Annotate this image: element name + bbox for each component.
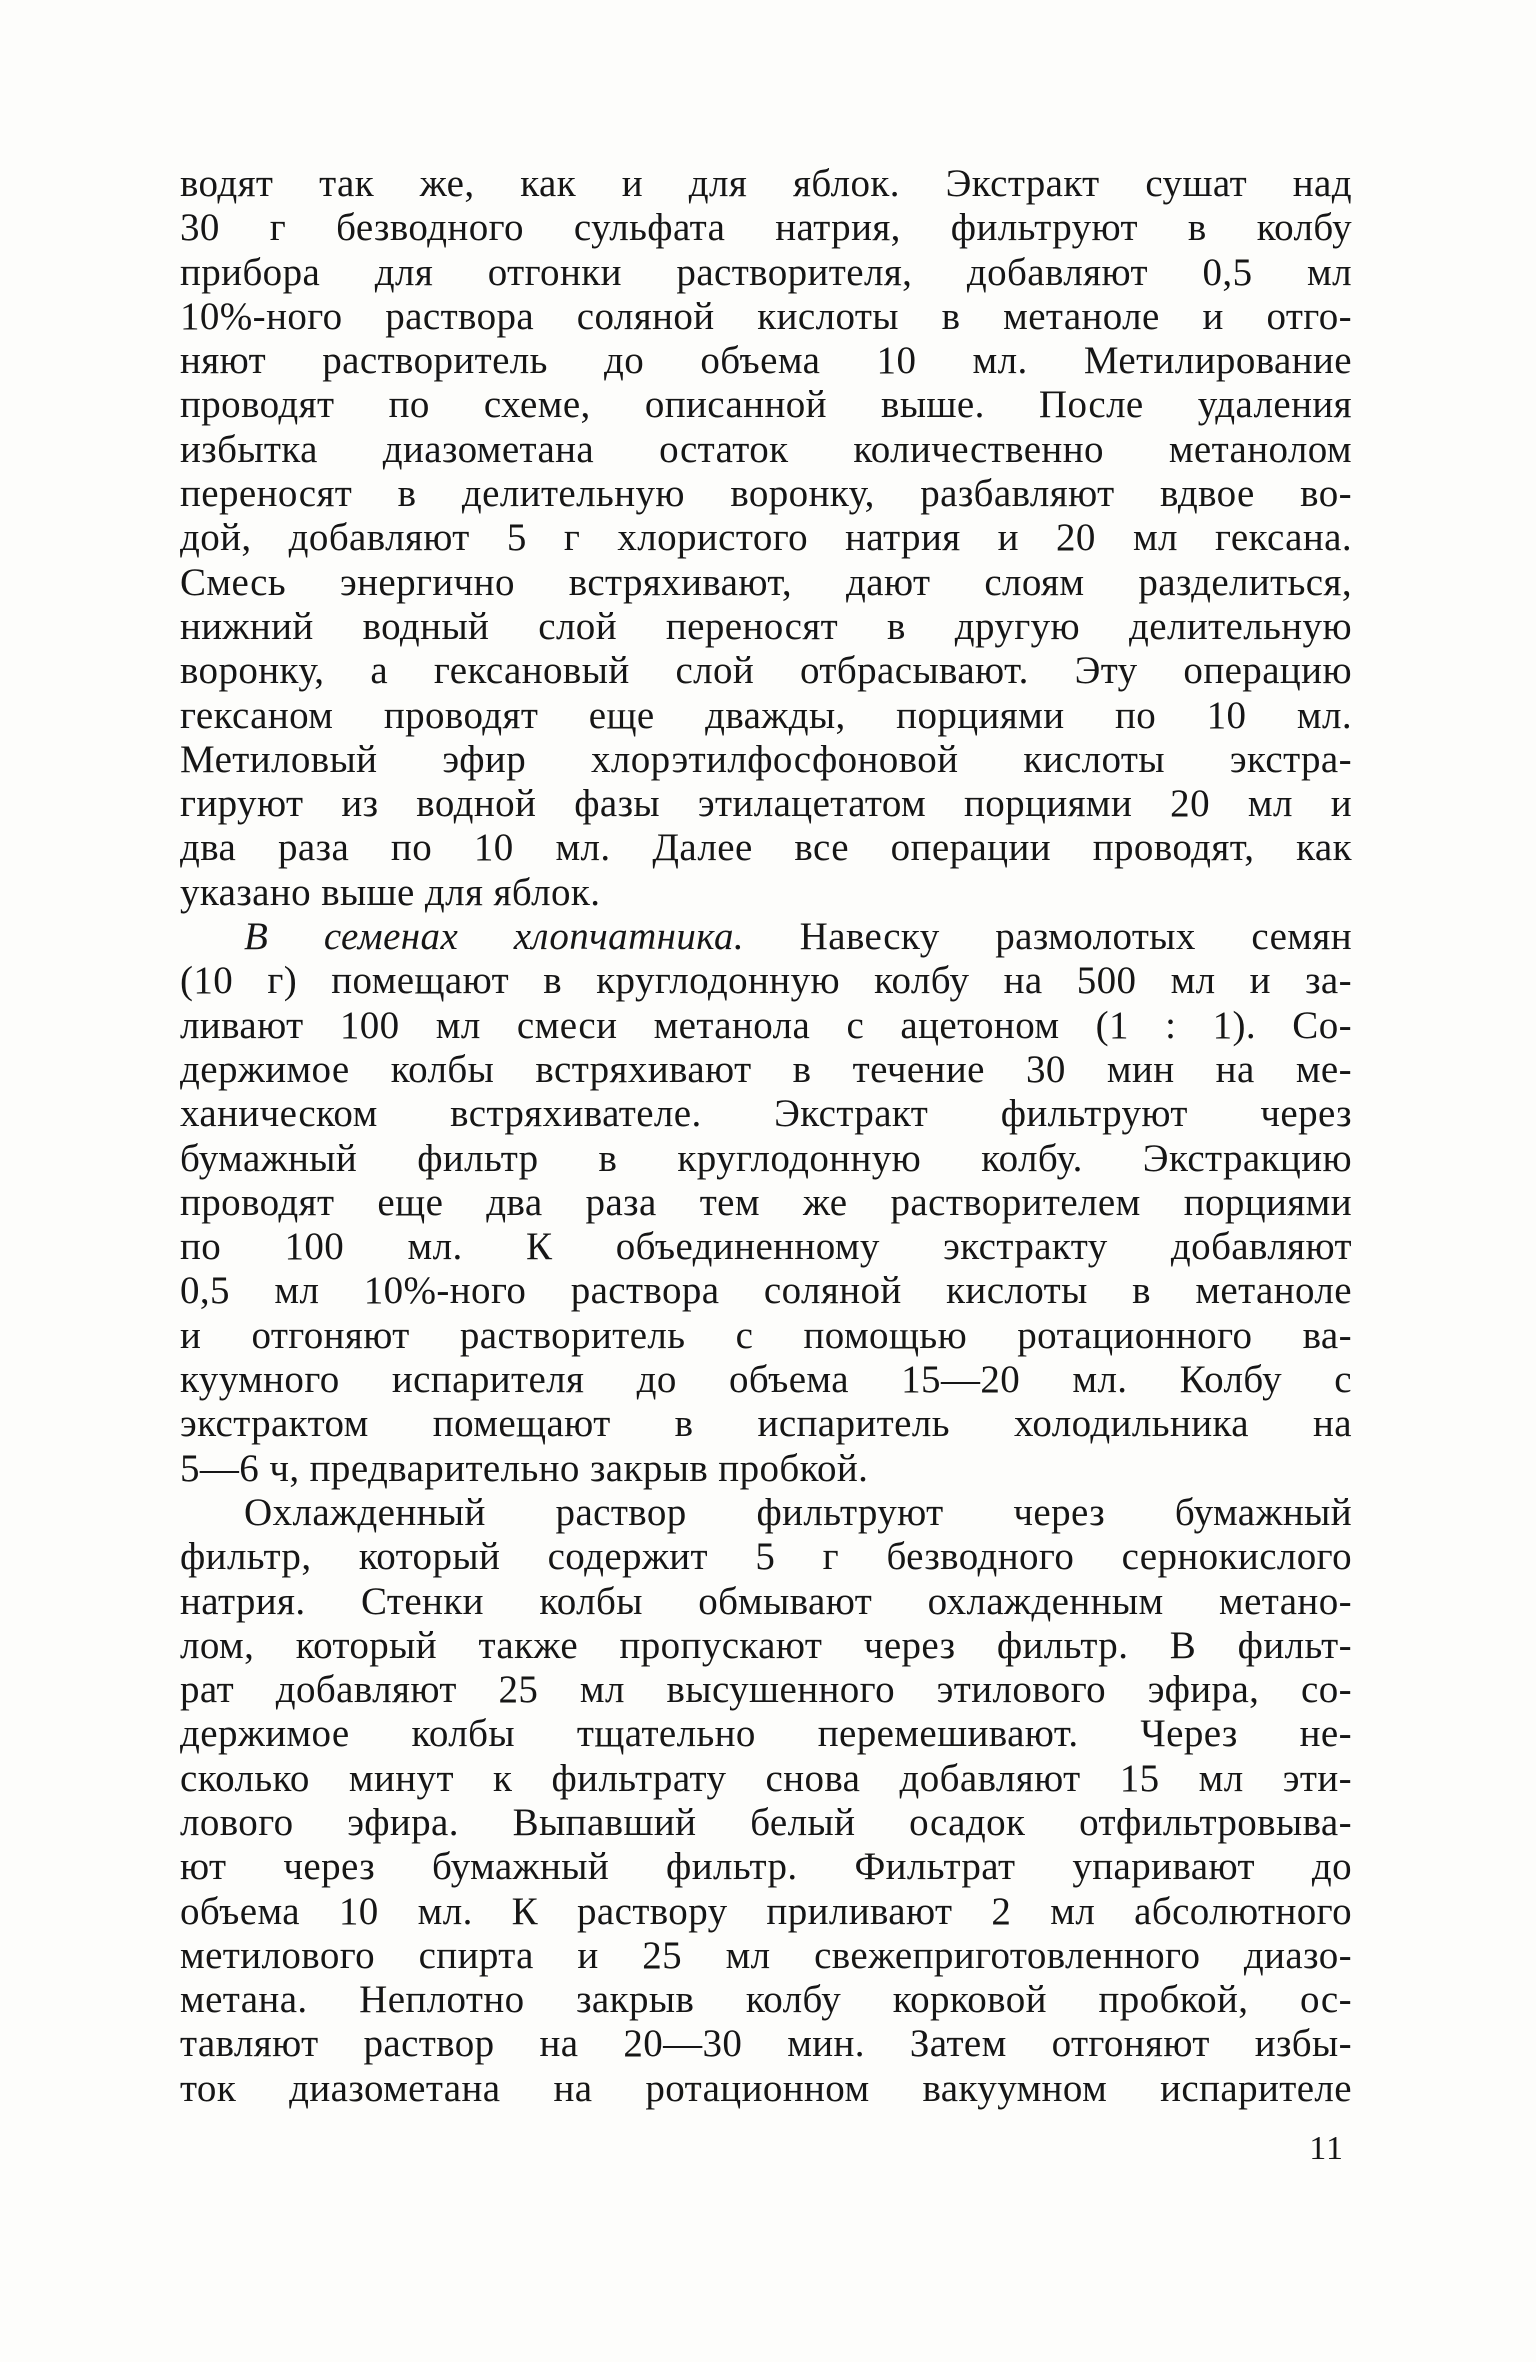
text-line: держимое колбы встряхивают в течение 30 мин на ме- (180, 1047, 1352, 1091)
paragraph-2 (180, 915, 1352, 1491)
text-line: 10%-ного раствора соляной кислоты в метаноле и отго- (180, 294, 1352, 338)
text-line: гексаном проводят еще дважды, порциями по 10 мл. (180, 693, 1352, 737)
text-line: куумного испарителя до объема 15—20 мл. Колбу с (180, 1358, 1352, 1402)
text-line: держимое колбы тщательно перемешивают. Через не- (180, 1712, 1352, 1756)
text-line: няют растворитель до объема 10 мл. Метилирование (180, 339, 1352, 383)
text-line: два раза по 10 мл. Далее все операции проводят, как (180, 826, 1352, 870)
text-run: Навеску размолотых семян (744, 915, 1352, 959)
text-line: 0,5 мл 10%-ного раствора соляной кислоты в метаноле (180, 1269, 1352, 1313)
paragraph-3 (180, 1491, 1352, 2111)
text-line: Смесь энергично встряхивают, дают слоям разделиться, (180, 560, 1352, 604)
text-line: тавляют раствор на 20—30 мин. Затем отгоняют избы- (180, 2022, 1352, 2066)
text-line: 30 г безводного сульфата натрия, фильтруют в колбу (180, 206, 1352, 250)
text-line: объема 10 мл. К раствору приливают 2 мл абсолютного (180, 1889, 1352, 1933)
text-line: проводят по схеме, описанной выше. После удаления (180, 383, 1352, 427)
text-line: ханическом встряхивателе. Экстракт фильтруют через (180, 1092, 1352, 1136)
text-line: (10 г) помещают в круглодонную колбу на 500 мл и за- (180, 959, 1352, 1003)
text-line: ют через бумажный фильтр. Фильтрат упаривают до (180, 1845, 1352, 1889)
text-line: избытка диазометана остаток количественно метанолом (180, 427, 1352, 471)
text-line: и отгоняют растворитель с помощью ротационного ва- (180, 1313, 1352, 1357)
text-line: сколько минут к фильтрату снова добавляют 15 мл эти- (180, 1756, 1352, 1800)
text-line: проводят еще два раза тем же растворителем порциями (180, 1180, 1352, 1224)
text-line: дой, добавляют 5 г хлористого натрия и 20 мл гексана. (180, 516, 1352, 560)
text-line: 5—6 ч, предварительно закрыв пробкой. (180, 1446, 869, 1490)
text-line: водят так же, как и для яблок. Экстракт сушат над (180, 162, 1352, 205)
text-line: прибора для отгонки растворителя, добавляют 0,5 мл (180, 250, 1352, 294)
text-line: ток диазометана на ротационном вакуумном испарителе (180, 2066, 1352, 2110)
text-line: воронку, а гексановый слой отбрасывают. Эту операцию (180, 649, 1352, 693)
text-line: нижний водный слой переносят в другую делительную (180, 604, 1352, 648)
text-line: экстрактом помещают в испаритель холодильника на (180, 1402, 1352, 1446)
text-line: лом, который также пропускают через фильтр. В фильт- (180, 1623, 1352, 1667)
text-line: по 100 мл. К объединенному экстракту добавляют (180, 1225, 1352, 1269)
text-line: Охлажденный раствор фильтруют через бумажный (244, 1490, 1352, 1534)
text-line: Метиловый эфир хлорэтилфосфоновой кислоты экстра- (180, 737, 1352, 781)
text-line: лового эфира. Выпавший белый осадок отфильтровыва- (180, 1800, 1352, 1844)
text-line: гируют из водной фазы этилацетатом порциями 20 мл и (180, 782, 1352, 826)
text-line: рат добавляют 25 мл высушенного этилового эфира, со- (180, 1668, 1352, 1712)
paragraph-1 (180, 162, 1352, 915)
text-line: указано выше для яблок. (180, 870, 601, 914)
text-line: фильтр, который содержит 5 г безводного сернокислого (180, 1535, 1352, 1579)
section-run-in-heading: В семенах хлопчатника. (244, 915, 745, 959)
text-line: ливают 100 мл смеси метанола с ацетоном (1 : 1). Со- (180, 1003, 1352, 1047)
text-line: метилового спирта и 25 мл свежеприготовленного диазо- (180, 1933, 1352, 1977)
text-line: натрия. Стенки колбы обмывают охлажденным метано- (180, 1579, 1352, 1623)
text-line: метана. Неплотно закрыв колбу корковой пробкой, ос- (180, 1978, 1352, 2022)
body-text (180, 162, 1352, 2111)
text-line (180, 915, 1352, 959)
text-line: переносят в делительную воронку, разбавляют вдвое во- (180, 472, 1352, 516)
text-line: бумажный фильтр в круглодонную колбу. Экстракцию (180, 1136, 1352, 1180)
page-number: 11 (1309, 2130, 1344, 2167)
